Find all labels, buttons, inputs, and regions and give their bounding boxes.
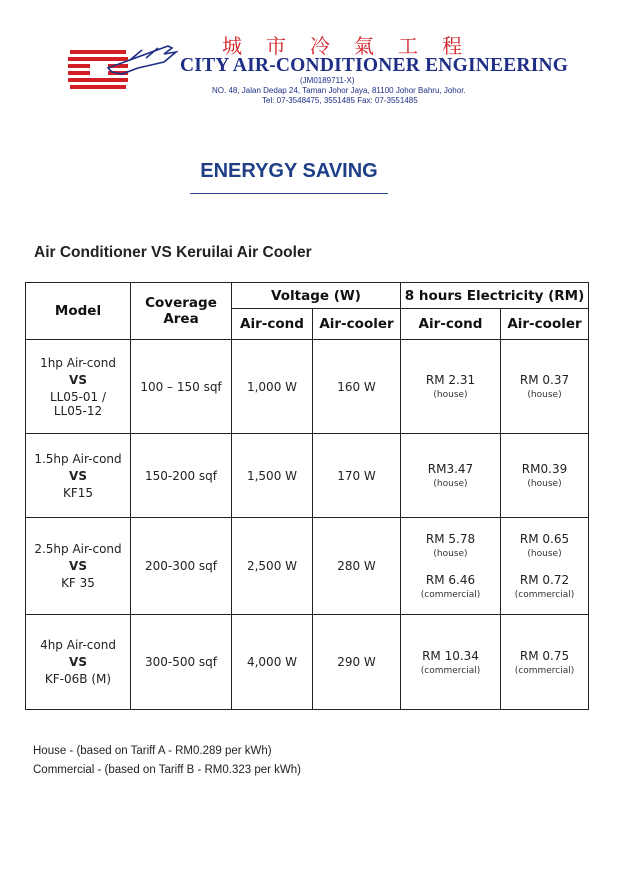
model-vs: VS [69,372,87,387]
model-cooler: KF15 [62,485,94,500]
header-electricity-aircooler: Air-cooler [501,309,589,340]
cell-aircooler-cost [501,615,589,710]
header-model: Model [26,283,131,340]
cost-note: (house) [527,479,562,489]
cell-aircooler-cost [501,518,589,615]
company-chinese-name: 城市冷氣工程 [222,34,486,58]
cell-aircond-watt: 2,500 W [232,518,313,615]
cost-note: (house) [527,549,562,559]
cost-value: RM 6.46 [425,573,476,587]
table-row [26,518,589,615]
cost-value: RM 0.37 [519,373,570,387]
cost-value: RM 0.72 [519,573,570,587]
cell-aircond-watt: 1,500 W [232,434,313,518]
cost-value: RM3.47 [427,462,474,476]
cell-coverage: 300-500 sqf [131,615,232,710]
table-row [26,340,589,434]
cell-model [26,434,131,518]
page-title: ENERYGY SAVING [200,160,378,182]
cost-note: (commercial) [514,590,575,600]
cell-aircooler-watt: 280 W [313,518,401,615]
cell-model [26,518,131,615]
model-vs: VS [69,468,87,483]
cell-aircond-cost [401,615,501,710]
cell-aircond-watt: 4,000 W [232,615,313,710]
cell-model [26,340,131,434]
table-subtitle: Air Conditioner VS Keruilai Air Cooler [34,244,312,261]
cell-aircond-cost [401,518,501,615]
model-aircond: 1hp Air-cond [40,355,116,370]
header-voltage-aircond: Air-cond [232,309,313,340]
table-row [26,434,589,518]
cost-note: (commercial) [514,665,575,676]
header-voltage-aircooler: Air-cooler [313,309,401,340]
model-aircond: 4hp Air-cond [40,638,116,652]
cell-model [26,615,131,710]
cost-note: (house) [527,390,562,400]
table-row [26,615,589,710]
cell-aircond-watt: 1,000 W [232,340,313,434]
cost-note: (house) [433,390,468,400]
cost-value: RM 0.75 [519,648,570,663]
footnote-house: House - (based on Tariff A - RM0.289 per kWh) [33,745,272,757]
cost-note: (commercial) [420,590,481,600]
cell-aircooler-cost [501,434,589,518]
title-underline [190,193,388,194]
company-contact: Tel: 07-3548475, 3551485 Fax: 07-3551485 [262,96,418,105]
model-vs: VS [69,655,87,669]
company-registration: (JM0189711-X) [300,76,355,85]
company-address: NO. 48, Jalan Dedap 24, Taman Johor Jaya, 81100 Johor Bahru, Johor. [212,86,466,95]
cell-aircooler-watt: 170 W [313,434,401,518]
model-cooler-alt: LL05-12 [53,403,103,418]
header-coverage-line1: Coverage [145,295,217,311]
cost-value: RM 10.34 [422,648,479,663]
footnote-commercial: Commercial - (based on Tariff B - RM0.323 per kWh) [33,764,301,776]
header-coverage [131,283,232,340]
header-electricity: 8 hours Electricity (RM) [401,283,589,309]
company-name: CITY AIR-CONDITIONER ENGINEERING [180,55,569,76]
company-logo [68,38,180,98]
comparison-table [25,282,589,710]
cost-value: RM 2.31 [425,373,476,387]
cell-aircond-cost [401,340,501,434]
cost-value: RM 0.65 [519,532,570,546]
cost-value: RM0.39 [521,462,568,476]
header-electricity-aircond: Air-cond [401,309,501,340]
model-aircond: 2.5hp Air-cond [34,542,122,556]
cell-aircooler-watt: 290 W [313,615,401,710]
cost-note: (house) [433,479,468,489]
model-vs: VS [69,559,87,573]
cell-aircond-cost [401,434,501,518]
model-aircond: 1.5hp Air-cond [34,451,122,466]
cost-value: RM 5.78 [425,532,476,546]
model-cooler: KF 35 [61,576,95,590]
cell-coverage: 200-300 sqf [131,518,232,615]
cell-coverage: 100 – 150 sqf [131,340,232,434]
cost-note: (commercial) [420,665,481,676]
model-cooler: LL05-01 / [49,389,107,404]
cell-aircooler-watt: 160 W [313,340,401,434]
cell-aircooler-cost [501,340,589,434]
cost-note: (house) [433,549,468,559]
header-coverage-line2: Area [163,311,199,327]
cell-coverage: 150-200 sqf [131,434,232,518]
header-voltage: Voltage (W) [232,283,401,309]
model-cooler: KF-06B (M) [44,672,112,686]
